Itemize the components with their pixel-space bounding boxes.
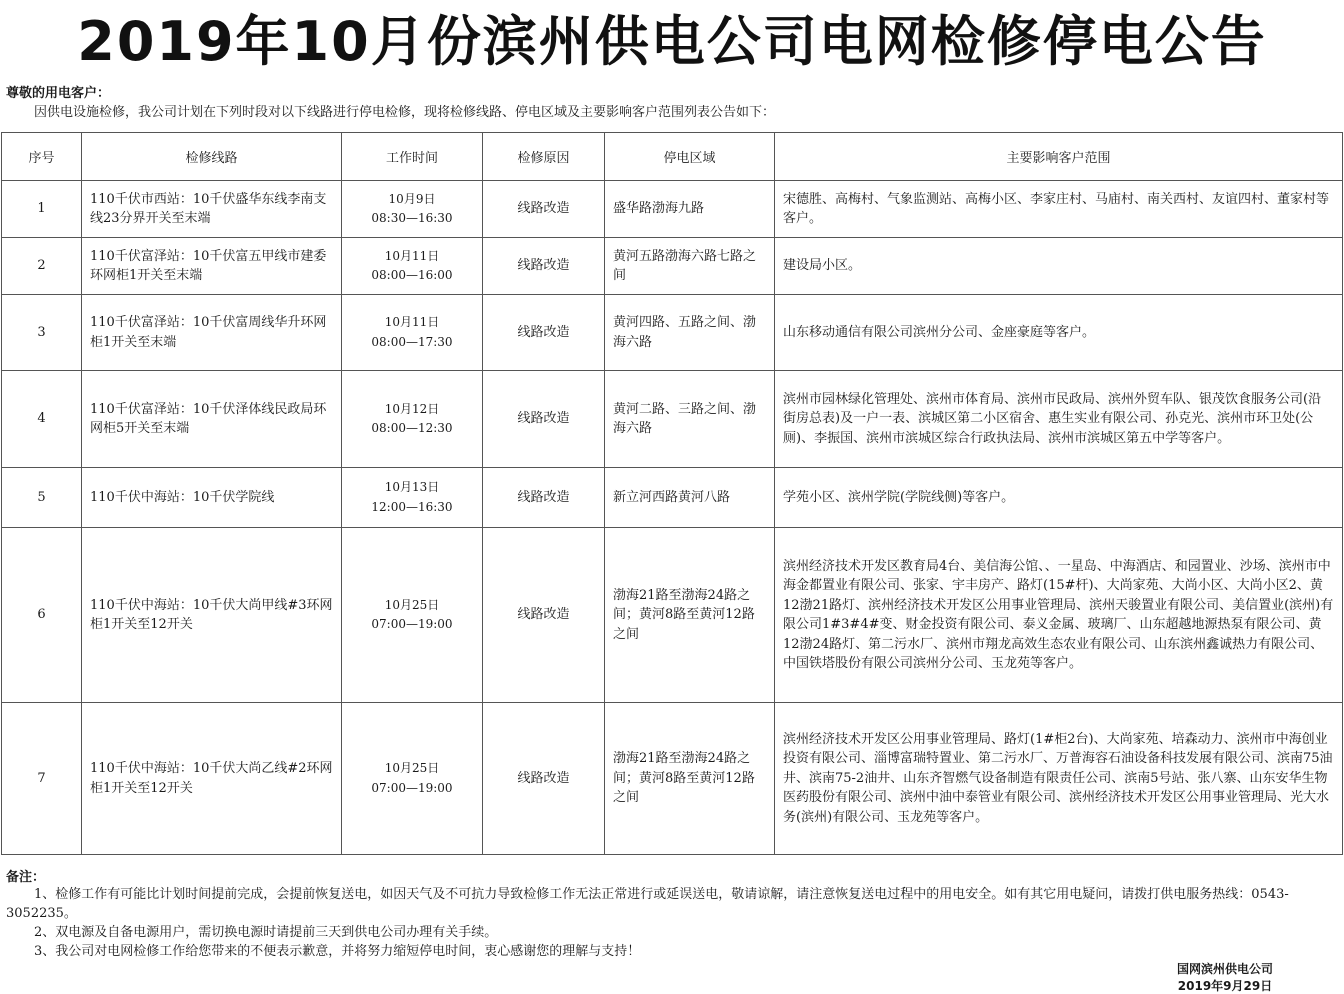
row-hours: 07:00—19:00 [371, 617, 453, 631]
row-area: 黄河二路、三路之间、渤海六路 [605, 371, 775, 468]
row-reason: 线路改造 [483, 528, 605, 703]
row-line: 110千伏富泽站：10千伏富五甲线市建委环网柜1开关至末端 [82, 238, 342, 295]
row-num: 6 [2, 528, 82, 703]
row-hours: 08:00—12:30 [371, 421, 453, 435]
row-hours: 07:00—19:00 [371, 780, 453, 795]
row-hours: 08:30—16:30 [371, 211, 453, 225]
table-row [2, 238, 1343, 295]
row-reason: 线路改造 [483, 238, 605, 295]
table-row [2, 371, 1343, 468]
row-time [342, 468, 483, 528]
row-reason: 线路改造 [483, 181, 605, 238]
header-customers: 主要影响客户范围 [775, 133, 1343, 181]
row-num: 4 [2, 371, 82, 468]
table-row [2, 528, 1343, 703]
note-item: 1、检修工作有可能比计划时间提前完成，会提前恢复送电，如因天气及不可抗力导致检修工作无法正常进行或延误送电，敬请谅解，请注意恢复送电过程中的用电安全。如有其它用电疑问，请拨打供电服务热线：0543-3052235。 [6, 887, 1289, 921]
row-num: 2 [2, 238, 82, 295]
table-header-row [2, 133, 1343, 181]
row-num: 3 [2, 295, 82, 371]
table-row [2, 468, 1343, 528]
page-title: 2019年10月份滨州供电公司电网检修停电公告 [77, 10, 1267, 73]
row-line: 110千伏中海站：10千伏大尚乙线#2环网柜1开关至12开关 [82, 703, 342, 855]
row-num: 1 [2, 181, 82, 238]
row-hours: 08:00—17:30 [371, 334, 453, 349]
row-time [342, 528, 483, 703]
row-time [342, 181, 483, 238]
row-time [342, 703, 483, 855]
row-line: 110千伏富泽站：10千伏富周线华升环网柜1开关至末端 [82, 295, 342, 371]
row-date: 10月12日 [384, 401, 440, 416]
row-customers: 建设局小区。 [775, 238, 1343, 295]
header-time: 工作时间 [342, 133, 483, 181]
signature-company: 国网滨州供电公司 [1176, 962, 1273, 976]
row-hours: 12:00—16:30 [371, 499, 453, 514]
row-time [342, 238, 483, 295]
row-area: 黄河五路渤海六路七路之间 [605, 238, 775, 295]
row-date: 10月25日 [384, 597, 440, 612]
row-line: 110千伏富泽站：10千伏泽体线民政局环网柜5开关至末端 [82, 371, 342, 468]
row-date: 10月25日 [384, 761, 440, 775]
row-time [342, 295, 483, 371]
row-date: 10月11日 [384, 315, 440, 329]
row-reason: 线路改造 [483, 468, 605, 528]
row-area: 渤海21路至渤海24路之间；黄河8路至黄河12路之间 [605, 528, 775, 703]
table-row [2, 703, 1343, 855]
row-date: 10月11日 [384, 248, 440, 263]
row-customers: 山东移动通信有限公司滨州分公司、金座豪庭等客户。 [775, 295, 1343, 371]
row-reason: 线路改造 [483, 371, 605, 468]
note-item: 3、我公司对电网检修工作给您带来的不便表示歉意，并将努力缩短停电时间，衷心感谢您的理解与支持！ [34, 944, 641, 959]
row-hours: 08:00—16:00 [371, 268, 453, 282]
row-date: 10月13日 [384, 480, 440, 494]
signature-date: 2019年9月29日 [1177, 979, 1273, 993]
header-reason: 检修原因 [483, 133, 605, 181]
row-time [342, 371, 483, 468]
row-customers: 滨州市园林绿化管理处、滨州市体育局、滨州市民政局、滨州外贸车队、银茂饮食服务公司(沿街房总表)及一户一表、滨城区第二小区宿舍、惠生实业有限公司、孙克光、滨州市环卫处(公厕)、李振国、滨州市滨城区综合行政执法局、滨州市滨城区第五中学等客户。 [775, 371, 1343, 468]
table-row [2, 181, 1343, 238]
row-reason: 线路改造 [483, 295, 605, 371]
row-area: 渤海21路至渤海24路之间；黄河8路至黄河12路之间 [605, 703, 775, 855]
intro-paragraph: 因供电设施检修，我公司计划在下列时段对以下线路进行停电检修，现将检修线路、停电区域及主要影响客户范围列表公告如下： [34, 105, 776, 120]
row-reason: 线路改造 [483, 703, 605, 855]
table-row [2, 295, 1343, 371]
row-customers: 滨州经济技术开发区公用事业管理局、路灯(1#柜2台)、大尚家苑、培森动力、滨州市中海创业投资有限公司、淄博富瑞特置业、第二污水厂、万普海容石油设备科技发展有限公司、滨南75油井、滨南75-2油井、山东齐智燃气设备制造有限责任公司、滨南5号站、张八寨、山东安华生物医药股份有限公司、滨州中油中泰管业有限公司、滨州经济技术开发区公用事业管理局、光大水务(滨州)有限公司、玉龙苑等客户。 [775, 703, 1343, 855]
row-num: 7 [2, 703, 82, 855]
row-area: 新立河西路黄河八路 [605, 468, 775, 528]
salutation: 尊敬的用电客户： [6, 86, 111, 101]
row-line: 110千伏市西站：10千伏盛华东线李南支线23分界开关至末端 [82, 181, 342, 238]
row-customers: 滨州经济技术开发区教育局4台、美信海公馆、、一星岛、中海酒店、和园置业、沙场、滨州市中海金都置业有限公司、张家、宇丰房产、路灯(15#杆)、大尚家苑、大尚小区、大尚小区2、黄12渤21路灯、滨州经济技术开发区公用事业管理局、滨州天骏置业有限公司、美信置业(滨州)有限公司1#3#4#变、财金投资有限公司、泰义金属、玻璃厂、山东超越地源热泵有限公司、黄12渤24路灯、第二污水厂、滨州市翔龙高效生态农业有限公司、山东滨州鑫诚热力有限公司、中国铁塔股份有限公司滨州分公司、玉龙苑等客户。 [775, 528, 1343, 703]
header-num: 序号 [2, 133, 82, 181]
header-line: 检修线路 [82, 133, 342, 181]
row-line: 110千伏中海站：10千伏大尚甲线#3环网柜1开关至12开关 [82, 528, 342, 703]
row-line: 110千伏中海站：10千伏学院线 [82, 468, 342, 528]
notes-heading: 备注： [6, 870, 46, 885]
outage-table [1, 132, 1343, 855]
row-customers: 学苑小区、滨州学院(学院线侧)等客户。 [775, 468, 1343, 528]
row-date: 10月9日 [388, 191, 436, 206]
note-item: 2、双电源及自备电源用户，需切换电源时请提前三天到供电公司办理有关手续。 [34, 925, 498, 940]
row-area: 盛华路渤海九路 [605, 181, 775, 238]
row-num: 5 [2, 468, 82, 528]
row-area: 黄河四路、五路之间、渤海六路 [605, 295, 775, 371]
row-customers: 宋德胜、高梅村、气象监测站、高梅小区、李家庄村、马庙村、南关西村、友谊四村、董家村等客户。 [775, 181, 1343, 238]
header-area: 停电区域 [605, 133, 775, 181]
